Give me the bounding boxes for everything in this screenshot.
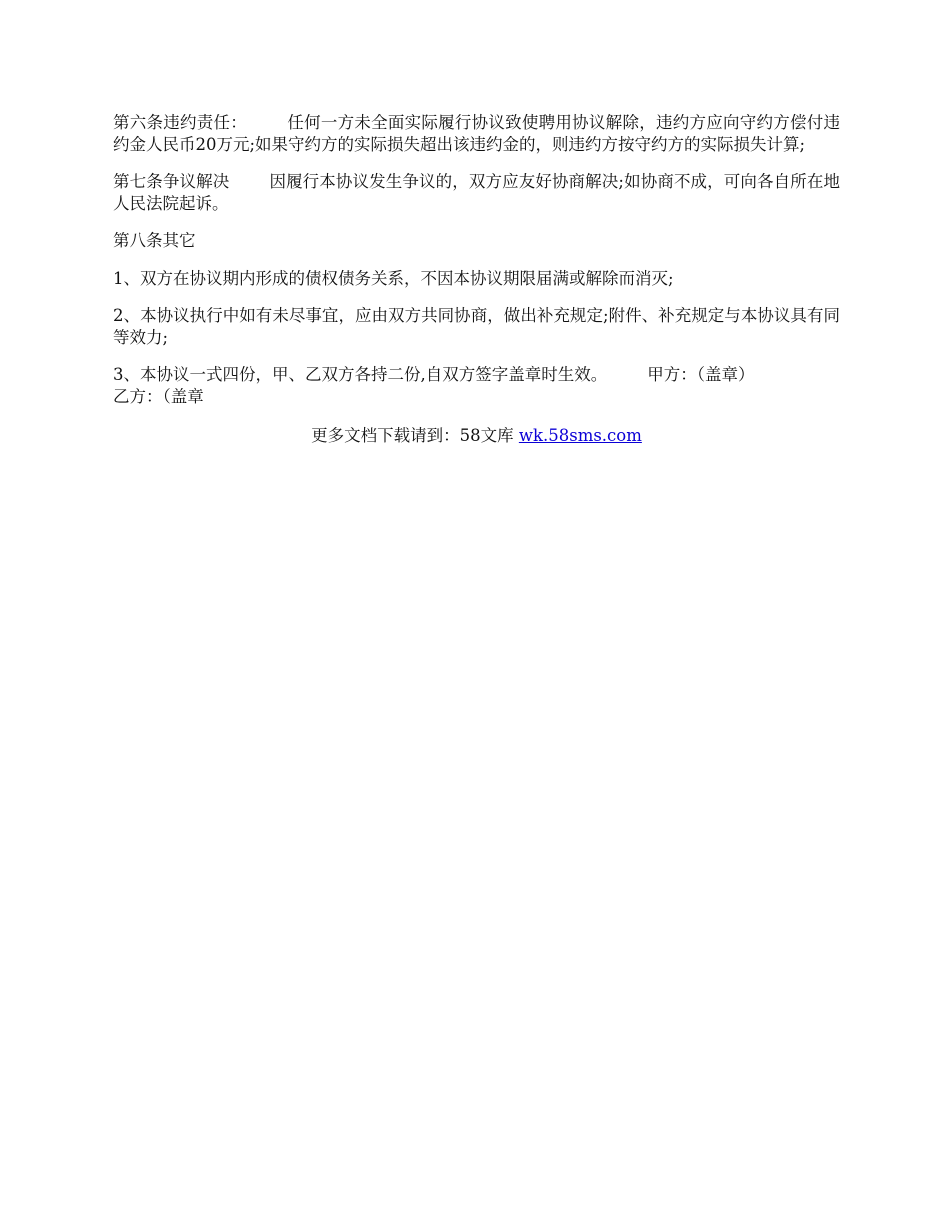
article-6 [113, 112, 840, 155]
party-b-seal: 乙方：（盖章 [113, 386, 204, 406]
article-6-body: 任何一方未全面实际履行协议致使聘用协议解除，违约方应向守约方偿付违约金人民币20万元;如果守约方的实际损失超出该违约金的，则违约方按守约方的实际损失计算; [113, 113, 841, 154]
clause-1: 1、双方在协议期内形成的债权债务关系，不因本协议期限届满或解除而消灭; [113, 268, 674, 288]
article-7-heading: 第七条争议解决 [113, 172, 230, 191]
article-8-heading: 第八条其它 [113, 231, 196, 250]
clause-3-text: 3、本协议一式四份，甲、乙双方各持二份,自双方签字盖章时生效。 [113, 365, 608, 384]
clause-3 [113, 364, 840, 407]
article-7-body: 因履行本协议发生争议的，双方应友好协商解决;如协商不成，可向各自所在地人民法院起诉。 [113, 172, 841, 213]
article-7 [113, 171, 840, 214]
footer-site-link[interactable]: wk.58sms.com [518, 426, 642, 445]
document-page [113, 112, 840, 447]
footer-prefix: 更多文档下载请到：58文库 [311, 426, 514, 445]
party-a-seal: 甲方：（盖章） [647, 365, 755, 384]
clause-2: 2、本协议执行中如有未尽事宜，应由双方共同协商，做出补充规定;附件、补充规定与本协议具有同等效力; [113, 306, 840, 347]
download-footer [113, 425, 840, 447]
article-6-heading: 第六条违约责任： [113, 113, 248, 132]
